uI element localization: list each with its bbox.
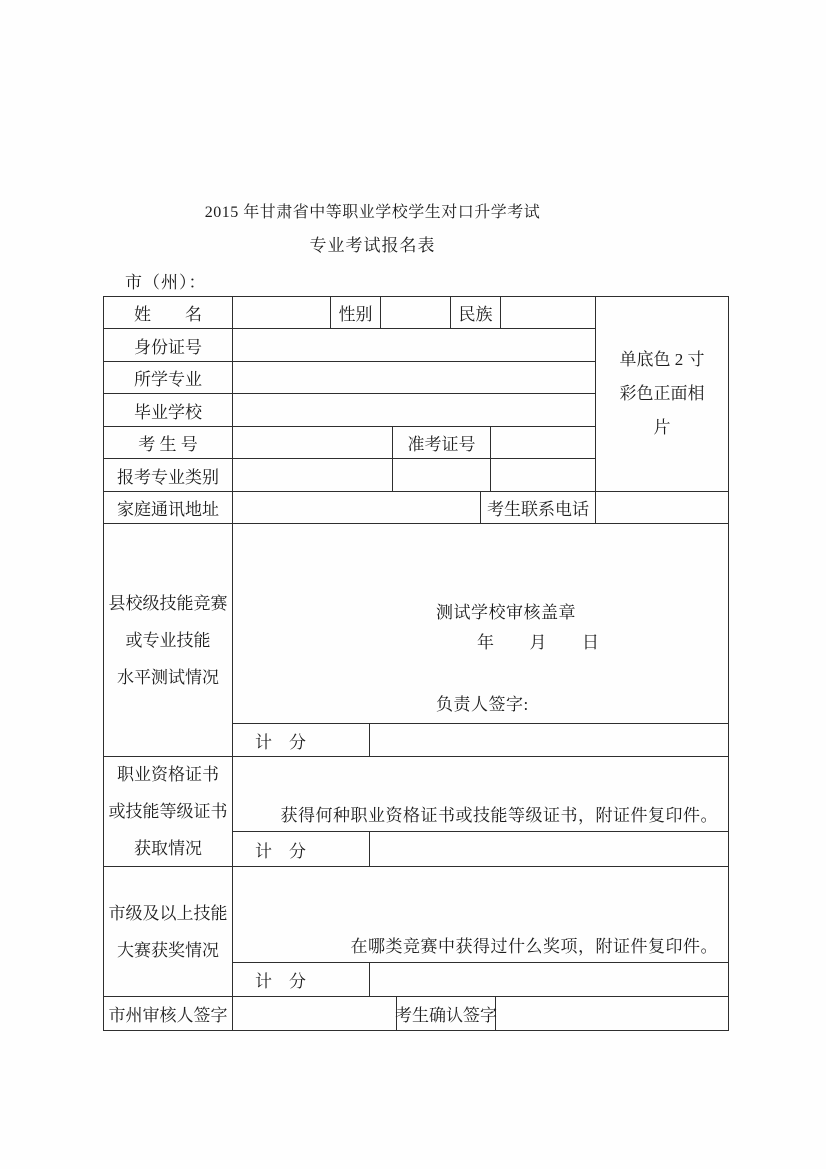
major-category-input-cell-1[interactable] <box>233 459 393 492</box>
test-school-stamp-note: 测试学校审核盖章 <box>436 603 576 622</box>
form-title: 2015 年甘肃省中等职业学校学生对口升学考试 <box>204 204 541 221</box>
certificate-instruction-note: 获得何种职业资格证书或技能等级证书，附证件复印件。 <box>280 806 718 825</box>
id-number-input-cell[interactable] <box>233 329 596 362</box>
name-input-cell[interactable] <box>233 297 331 329</box>
home-address-label: 家庭通讯地址 <box>104 492 233 524</box>
graduate-school-label: 毕业学校 <box>104 394 233 427</box>
section-label-line: 获取情况 <box>134 839 202 858</box>
admission-ticket-input-cell[interactable] <box>491 427 596 459</box>
name-label: 姓 名 <box>104 297 233 329</box>
award-content-cell[interactable] <box>233 867 729 963</box>
gender-label: 性别 <box>331 297 381 329</box>
score-label-award: 计 分 <box>233 963 370 997</box>
major-studied-label: 所学专业 <box>104 362 233 394</box>
certificate-content-cell[interactable] <box>233 757 729 832</box>
id-number-label: 身份证号 <box>104 329 233 362</box>
reviewer-sign-input-cell[interactable] <box>233 997 397 1031</box>
score-label-certificate: 计 分 <box>233 832 370 867</box>
section-label-line: 职业资格证书 <box>117 765 219 784</box>
gender-input-cell[interactable] <box>381 297 451 329</box>
section-label-line: 水平测试情况 <box>117 667 219 687</box>
ethnicity-label: 民族 <box>451 297 501 329</box>
section-skill-test-label <box>104 524 233 757</box>
section-label-line: 或专业技能 <box>125 630 211 650</box>
contact-phone-label: 考生联系电话 <box>481 492 596 524</box>
section-label-line: 大赛获奖情况 <box>117 940 219 960</box>
score-label-skill-test: 计 分 <box>233 724 370 757</box>
section-label-line: 县校级技能竞赛 <box>108 593 228 613</box>
score-input-cell-skill-test[interactable] <box>370 724 729 757</box>
admission-ticket-label: 准考证号 <box>393 427 491 459</box>
candidate-confirm-sign-label: 考生确认签字 <box>397 997 496 1031</box>
photo-note-line: 单底色 2 寸 <box>619 350 705 369</box>
graduate-school-input-cell[interactable] <box>233 394 596 427</box>
major-studied-input-cell[interactable] <box>233 362 596 394</box>
award-instruction-note: 在哪类竞赛中获得过什么奖项，附证件复印件。 <box>350 937 718 956</box>
contact-phone-input-cell[interactable] <box>596 492 729 524</box>
photo-note-line: 片 <box>653 418 671 437</box>
photo-placeholder <box>596 297 729 492</box>
ethnicity-input-cell[interactable] <box>501 297 596 329</box>
skill-test-content-cell[interactable] <box>233 524 729 724</box>
major-category-input-cell-3[interactable] <box>491 459 596 492</box>
reviewer-sign-label: 市州审核人签字 <box>104 997 233 1031</box>
form-header <box>100 203 645 256</box>
region-label: 市（州）： <box>125 273 207 292</box>
section-certificate-label <box>104 757 233 867</box>
section-label-line: 市级及以上技能 <box>108 903 228 923</box>
major-category-label: 报考专业类别 <box>104 459 233 492</box>
section-label-line: 或技能等级证书 <box>108 802 228 821</box>
home-address-input-cell[interactable] <box>233 492 481 524</box>
date-blank-note: 年 月 日 <box>477 633 600 652</box>
section-award-label <box>104 867 233 997</box>
candidate-number-input-cell[interactable] <box>233 427 393 459</box>
major-category-input-cell-2[interactable] <box>393 459 491 492</box>
responsible-sign-note: 负责人签字: <box>436 695 529 714</box>
candidate-confirm-sign-input-cell[interactable] <box>496 997 729 1031</box>
form-subtitle: 专业考试报名表 <box>309 236 436 255</box>
score-input-cell-certificate[interactable] <box>370 832 729 867</box>
candidate-number-label: 考 生 号 <box>104 427 233 459</box>
registration-form-table <box>103 296 729 1031</box>
score-input-cell-award[interactable] <box>370 963 729 997</box>
photo-note-line: 彩色正面相 <box>619 384 705 403</box>
